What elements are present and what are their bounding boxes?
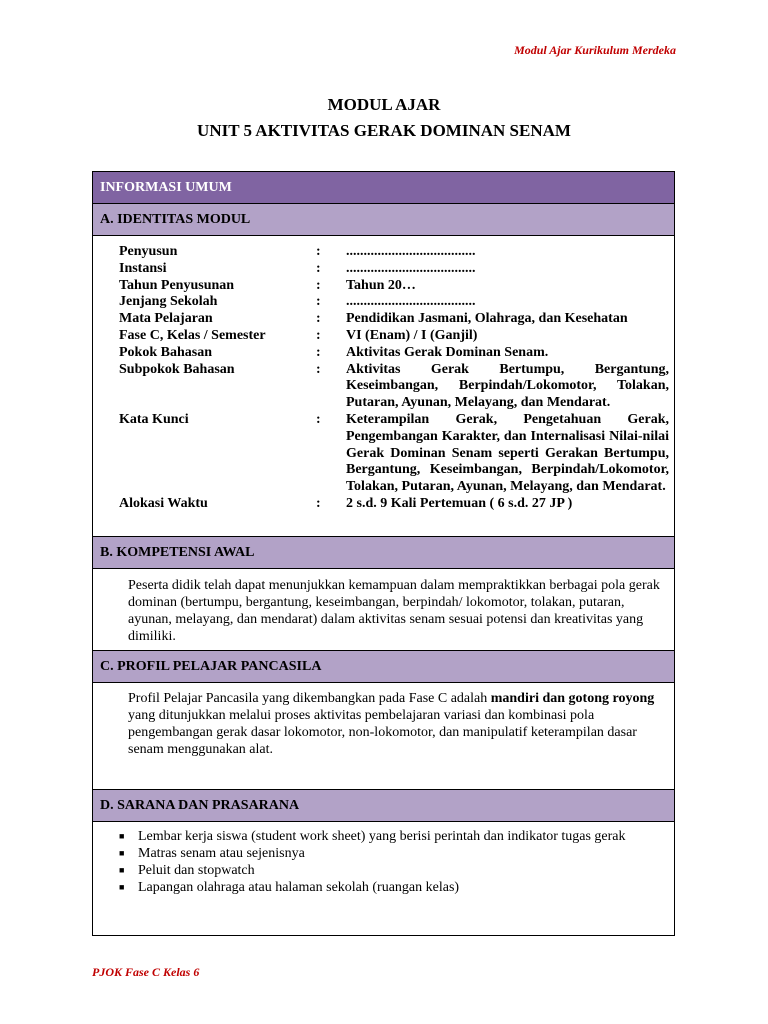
profil-text-pre: Profil Pelajar Pancasila yang dikembangkan pada Fase C adalah: [128, 691, 491, 706]
profil-text-bold: mandiri dan gotong royong: [490, 691, 655, 706]
ident-row-pokok: [119, 345, 669, 362]
ident-row-kata-kunci: [119, 412, 669, 496]
row-value: 2 s.d. 9 Kali Pertemuan ( 6 s.d. 27 JP ): [346, 495, 573, 511]
ident-row-fase: [119, 328, 669, 345]
row-label: Penyusun: [119, 244, 178, 259]
list-item: [119, 828, 649, 845]
row-value: VI (Enam) / I (Ganjil): [346, 327, 478, 343]
row-value: Pendidikan Jasmani, Olahraga, dan Kesehatan: [346, 311, 628, 327]
section-c-heading: C. PROFIL PELAJAR PANCASILA: [93, 650, 674, 683]
row-label: Alokasi Waktu: [119, 495, 208, 511]
row-colon: :: [316, 495, 321, 511]
list-item-text: Matras senam atau sejenisnya: [138, 846, 305, 861]
row-colon: :: [316, 344, 321, 360]
profil-pelajar-text: [128, 690, 662, 758]
row-label: Instansi: [119, 260, 167, 276]
profil-text-post: yang ditunjukkan melalui proses aktivitas pembelajaran variasi dan kombinasi pola pengembangan gerak dasar lokomotor, non-lokomotor, dan manipulatif keterampilan dasar senam menggunakan alat.: [128, 708, 637, 757]
row-colon: :: [316, 311, 321, 327]
row-colon: :: [316, 277, 321, 293]
row-value: Tahun 20…: [346, 277, 416, 293]
ident-row-mapel: [119, 311, 669, 328]
row-label: Pokok Bahasan: [119, 344, 212, 360]
row-colon: :: [316, 260, 321, 276]
ident-row-subpokok: [119, 362, 669, 412]
section-b-heading: B. KOMPETENSI AWAL: [93, 536, 674, 569]
sarana-list: [119, 828, 649, 896]
row-colon: :: [316, 294, 321, 310]
ident-row-jenjang: [119, 294, 669, 311]
row-value: .....................................: [346, 260, 476, 276]
row-value: .....................................: [346, 244, 476, 259]
list-item-text: Lembar kerja siswa (student work sheet) yang berisi perintah dan indikator tugas gerak: [138, 829, 626, 844]
row-colon: :: [316, 244, 321, 259]
row-label: Subpokok Bahasan: [119, 361, 235, 377]
section-a-heading: A. IDENTITAS MODUL: [93, 204, 674, 236]
ident-row-alokasi: [119, 496, 669, 513]
square-bullet-icon: ■: [119, 848, 125, 858]
document-title: MODUL AJAR: [327, 95, 441, 114]
informasi-umum-bar: INFORMASI UMUM: [93, 172, 674, 204]
row-label: Tahun Penyusunan: [119, 277, 235, 293]
square-bullet-icon: ■: [119, 882, 125, 892]
footer-note: PJOK Fase C Kelas 6: [92, 965, 200, 979]
document-subtitle: UNIT 5 AKTIVITAS GERAK DOMINAN SENAM: [197, 121, 571, 140]
list-item-text: Lapangan olahraga atau halaman sekolah (ruangan kelas): [138, 880, 460, 895]
ident-row-instansi: [119, 261, 669, 278]
list-item-text: Peluit dan stopwatch: [138, 863, 255, 878]
row-value: Aktivitas Gerak Dominan Senam.: [346, 344, 549, 360]
row-colon: :: [316, 361, 321, 377]
section-d-heading: D. SARANA DAN PRASARANA: [93, 789, 674, 822]
row-value: Aktivitas Gerak Bertumpu, Bergantung, Keseimbangan, Berpindah/Lokomotor, Tolakan, Putaran, Ayunan, Melayang, dan Mendarat.: [346, 361, 669, 411]
module-info-table: [92, 171, 675, 936]
row-colon: :: [316, 327, 321, 343]
square-bullet-icon: ■: [119, 831, 125, 841]
square-bullet-icon: ■: [119, 865, 125, 875]
row-label: Mata Pelajaran: [119, 311, 213, 327]
list-item: [119, 845, 649, 862]
kompetensi-awal-text: Peserta didik telah dapat menunjukkan kemampuan dalam mempraktikkan berbagai pola gerak dominan (bertumpu, bergantung, keseimbangan, berpindah/ lokomotor, tolakan, putaran, ayunan, melayang, dan mendarat) dalam aktivitas senam sesuai potensi dan kreativitas yang dimiliki.: [128, 578, 660, 644]
row-value: Keterampilan Gerak, Pengetahuan Gerak, Pengembangan Karakter, dan Internalisasi Nilai-nilai Gerak Dominan Senam seperti Gerakan Bertumpu, Bergantung, Keseimbangan, Berpindah/Lokomotor, Tolakan, Putaran, Ayunan, Melayang, dan Mendarat.: [346, 411, 669, 495]
row-label: Kata Kunci: [119, 411, 189, 427]
row-label: Jenjang Sekolah: [119, 294, 218, 310]
ident-row-tahun: [119, 278, 669, 295]
row-label: Fase C, Kelas / Semester: [119, 327, 266, 343]
row-value: .....................................: [346, 294, 476, 310]
ident-row-penyusun: [119, 244, 669, 261]
list-item: [119, 862, 649, 879]
row-colon: :: [316, 411, 321, 427]
list-item: [119, 879, 649, 896]
header-note: Modul Ajar Kurikulum Merdeka: [514, 43, 676, 57]
identitas-modul-list: [119, 244, 669, 513]
